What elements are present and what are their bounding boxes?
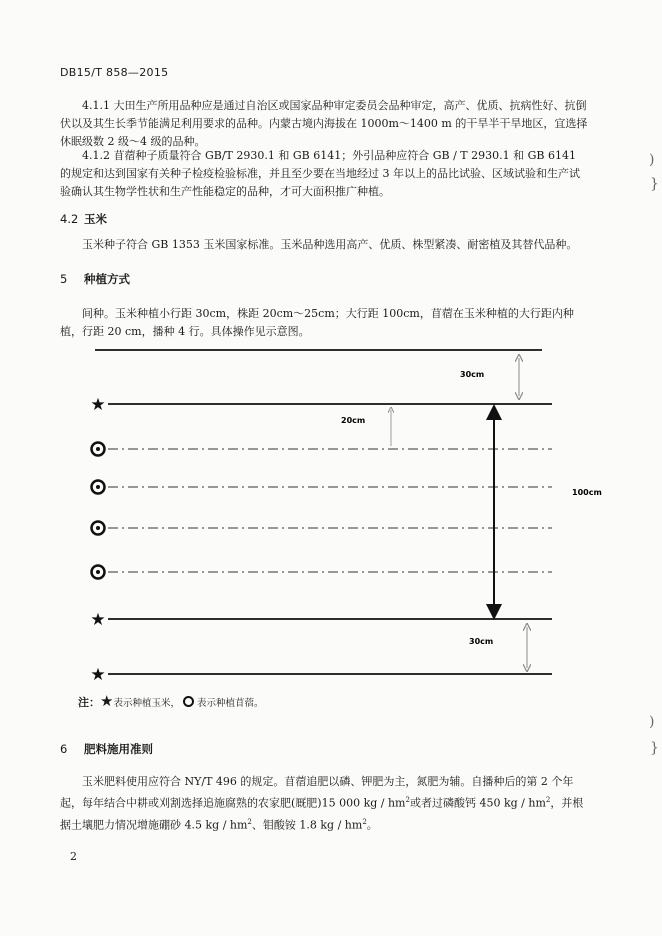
heading-6-title: 肥料施用准则 — [84, 742, 153, 756]
margin-mark-2: } — [650, 176, 659, 192]
circle-dot-icon — [92, 481, 105, 494]
paragraph-5: 间种。玉米种植小行距 30cm，株距 20cm～25cm；大行距 100cm，苜蓿在玉米种植的大行距内种植，行距 20 cm，播种 4 行。具体操作见示意图。 — [60, 307, 574, 338]
label-100cm: 100cm — [572, 488, 602, 497]
legend-corn-text: 表示种植玉米， — [113, 698, 180, 709]
fertilizer-text-part-2: 或者过磷酸钙 450 kg / hm — [409, 796, 546, 810]
circle-dot-icon — [92, 443, 105, 456]
star-icon: ★ — [90, 610, 106, 630]
diagram-legend-note — [78, 692, 264, 710]
legend-alfalfa-text: 表示种植苜蓿。 — [197, 698, 264, 709]
paragraph-6 — [60, 773, 590, 834]
circle-dot-icon — [92, 566, 105, 579]
fertilizer-text-part-5: 。 — [366, 818, 378, 832]
fertilizer-text-part-1: 玉米肥料使用应符合 NY/T 496 的规定。苜蓿追肥以磷、钾肥为主，氮肥为辅。自播种后的第 2 个年起，每年结合中耕或刈割选择追施腐熟的农家肥(厩肥)15 000 kg / hm — [60, 775, 574, 810]
superscript: 2 — [405, 796, 410, 804]
heading-6 — [60, 741, 153, 757]
circle-dot-icon — [183, 696, 194, 707]
star-icon: ★ — [90, 665, 106, 685]
note-prefix: 注： — [78, 696, 100, 709]
circle-dot-icon — [92, 522, 105, 535]
heading-4-2-title: 玉米 — [84, 212, 107, 226]
margin-mark-1: ) — [649, 152, 655, 168]
document-id: DB15/T 858—2015 — [60, 66, 169, 79]
heading-5-number: 5 — [60, 272, 68, 286]
paragraph-4-1-1: 4.1.1 大田生产所用品种应是通过自治区或国家品种审定委员会品种审定，高产、优质、抗病性好、抗倒伏以及其生长季节能满足利用要求的品种。内蒙古境内海拔在 1000m～1400 m 的干旱半干旱地区，宜选择休眠级数 2 级～4 级的品种。 — [60, 99, 588, 148]
label-20cm: 20cm — [341, 416, 366, 425]
paragraph-4-2: 玉米种子符合 GB 1353 玉米国家标准。玉米品种选用高产、优质、株型紧凑、耐密植及其替代品种。 — [82, 238, 578, 251]
margin-mark-4: } — [650, 740, 659, 756]
superscript: 2 — [545, 796, 551, 804]
heading-6-number: 6 — [60, 742, 68, 756]
margin-mark-3: ) — [649, 714, 655, 730]
star-icon: ★ — [100, 692, 114, 710]
heading-5-title: 种植方式 — [84, 272, 130, 286]
page-number: 2 — [70, 850, 77, 863]
superscript: 2 — [247, 817, 252, 826]
label-30cm-bottom: 30cm — [469, 637, 494, 646]
fertilizer-text-part-3: ，并根据土壤肥力情况增施硼砂 4.5 kg / hm — [60, 796, 584, 832]
paragraph-4-1-2: 4.1.2 苜蓿种子质量符合 GB/T 2930.1 和 GB 6141；外引品种应符合 GB / T 2930.1 和 GB 6141 的规定和达到国家有关种子检疫检验标准，并且至少要在当地经过 3 年以上的品比试验、区域试验和生产试验确认其生物学性状和生产性能稳定的品种，才可大面积推广种植。 — [60, 149, 580, 198]
superscript: 2 — [362, 817, 367, 826]
heading-4-2-number: 4.2 — [60, 212, 79, 226]
label-30cm-top: 30cm — [460, 370, 485, 379]
fertilizer-text-part-4: 、钼酸铵 1.8 kg / hm — [251, 818, 363, 832]
star-icon: ★ — [90, 395, 106, 415]
